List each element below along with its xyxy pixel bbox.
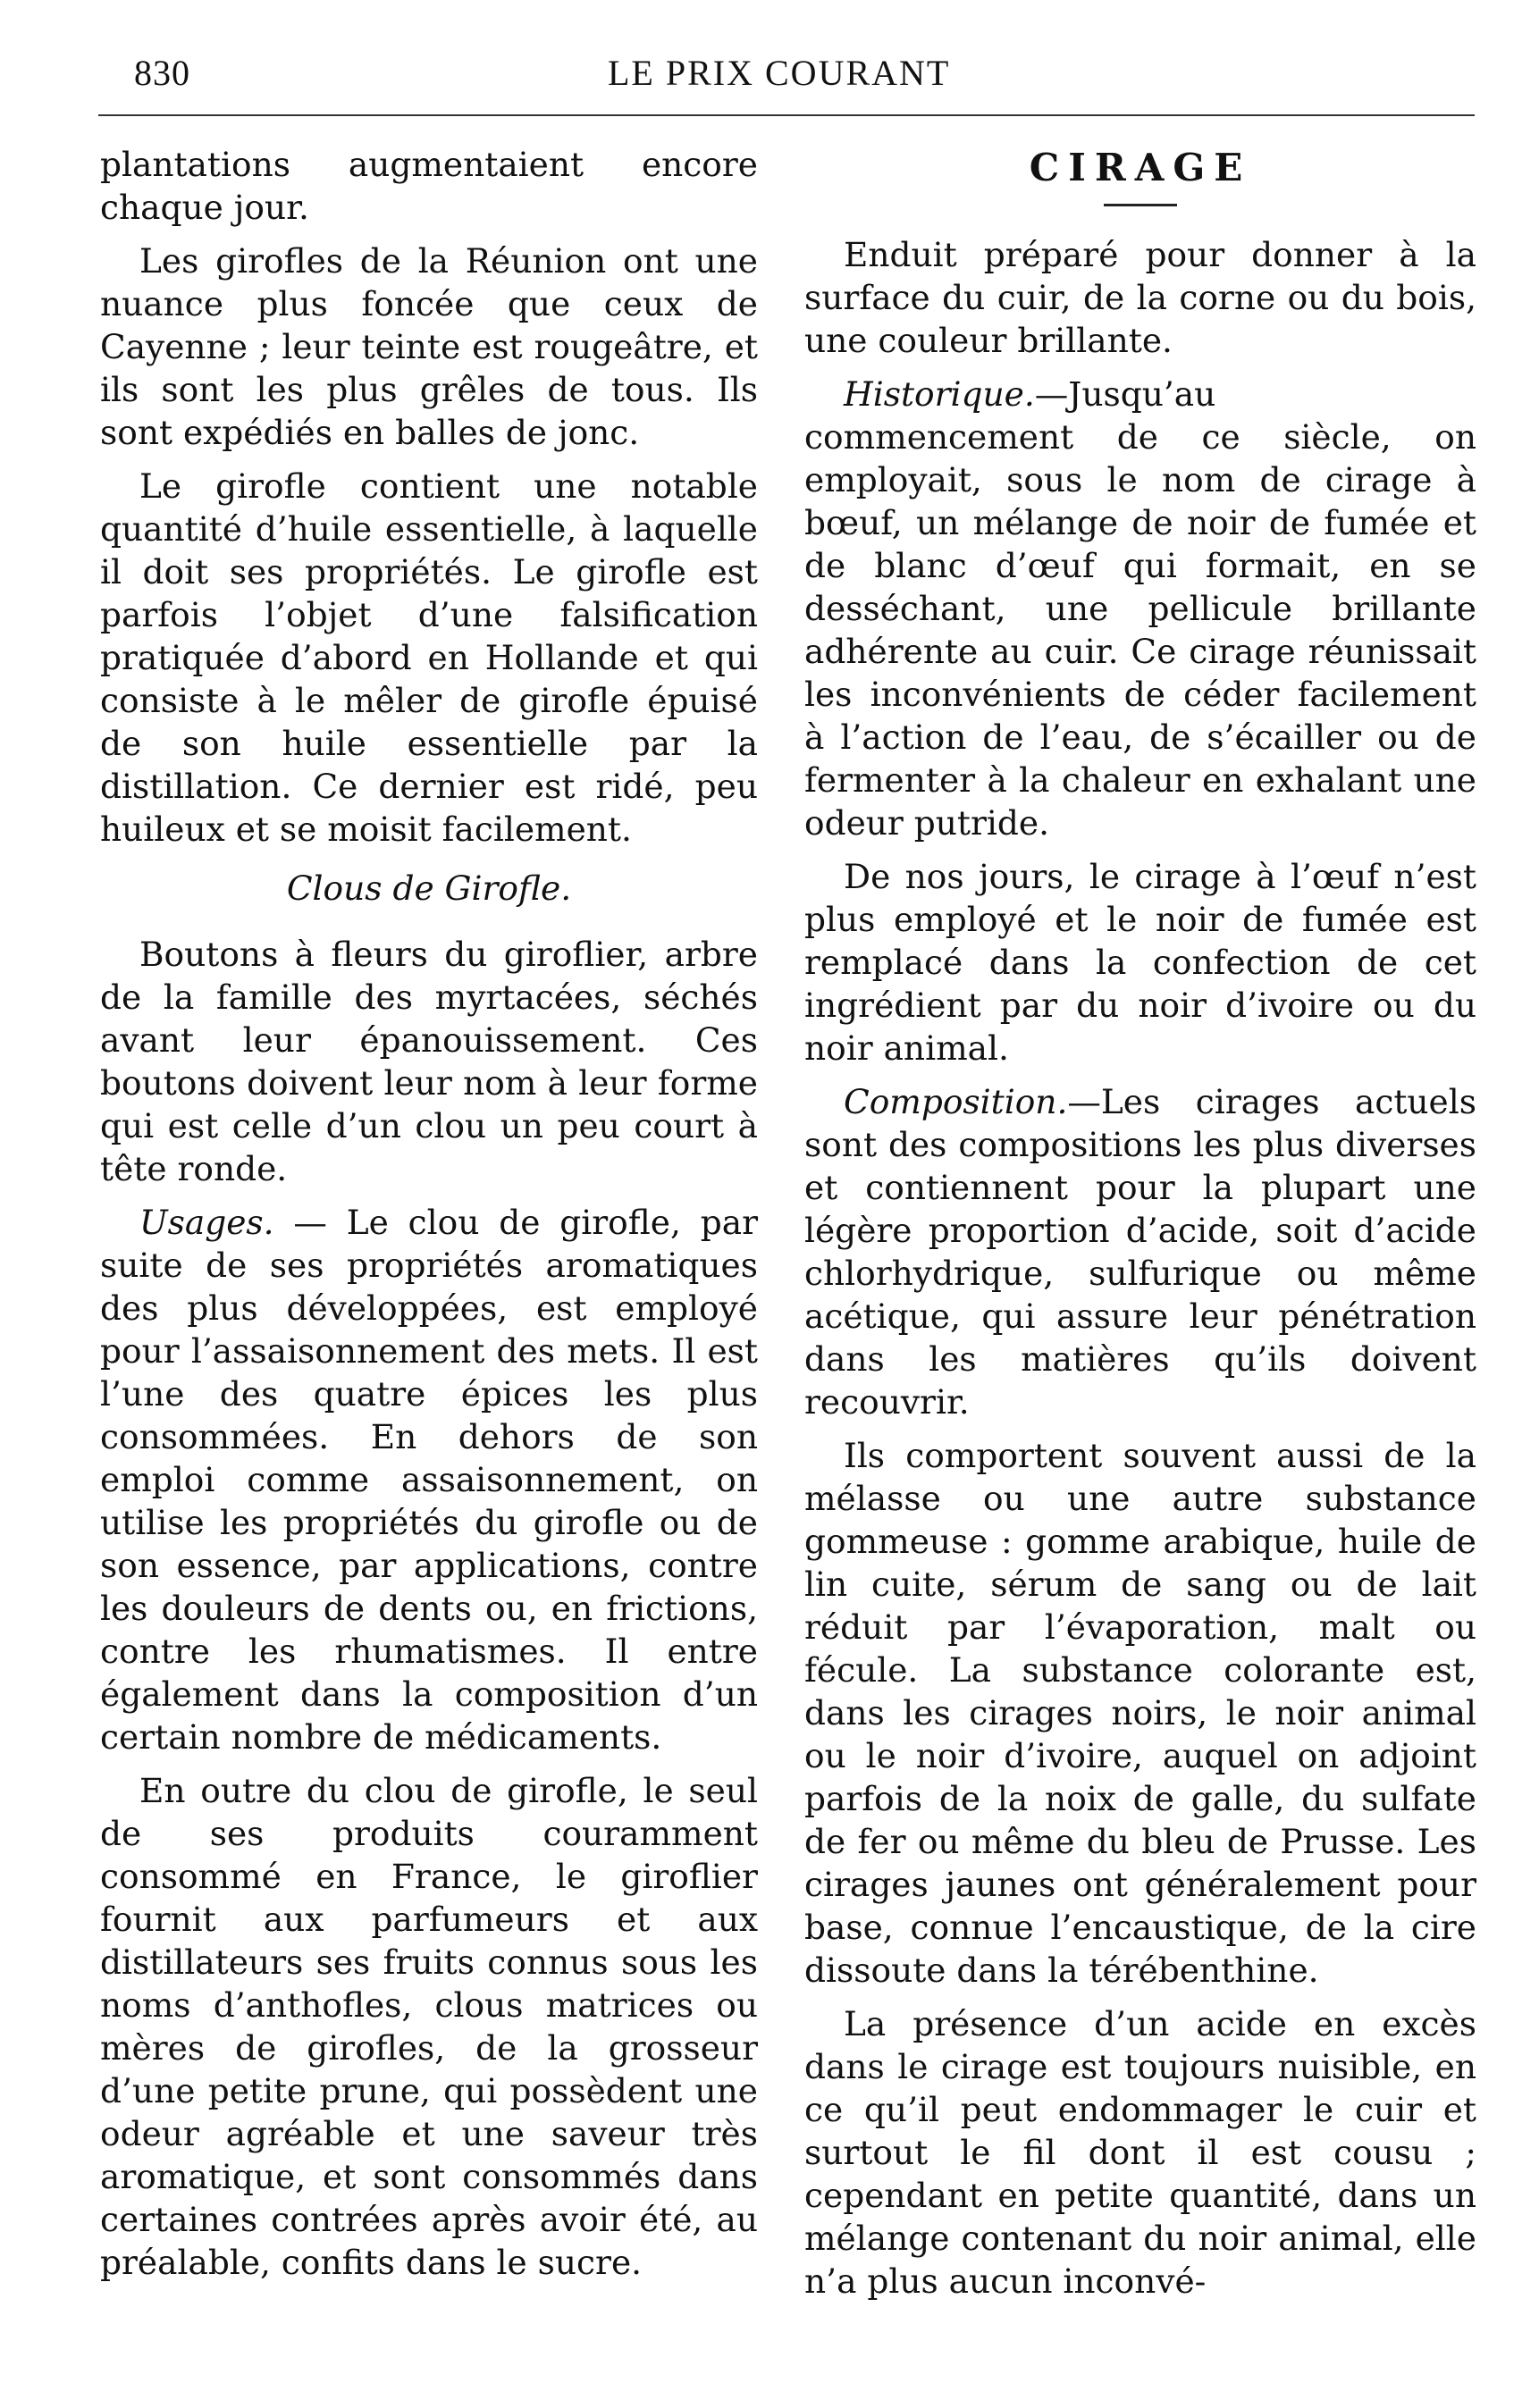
paragraph: De nos jours, le cirage à l’œuf n’est plus employé et le noir de fumée est remplacé dans la confection de cet ingrédient par du noir d’ivoire ou du noir animal.	[804, 857, 1476, 1068]
page-header	[98, 52, 1475, 105]
historique-text: —Jusqu’au commencement de ce siècle, on employait, sous le nom de cirage à bœuf, un mélange de noir de fumée et de blanc d’œuf qui formait, en se desséchant, une pellicule brillante adhérente au cuir. Ce cirage réunissait les inconvénients de céder facilement à l’action de l’eau, de s’écailler ou de fermenter à la chaleur en exhalant une odeur putride.	[804, 374, 1476, 843]
paragraph: Boutons à fleurs du giroflier, arbre de la famille des myrtacées, séchés avant leur épanouissement. Ces boutons doivent leur nom à leur forme qui est celle d’un clou un peu court à tête ronde.	[100, 935, 758, 1188]
composition-lead: Composition.	[844, 1082, 1068, 1121]
section-subheading: Clous de Girofle.	[286, 868, 572, 908]
paragraph: Le girofle contient une notable quantité d’huile essentielle, à laquelle il doit ses propriétés. Le girofle est parfois l’objet d’une falsification pratiquée d’abord en Hollande et qui consiste à le mêler de girofle épuisé de son huile essentielle par la distillation. Ce dernier est ridé, peu huileux et se moisit facilement.	[100, 466, 758, 849]
usages-paragraph	[100, 1201, 758, 1758]
composition-paragraph	[804, 1080, 1476, 1423]
title-rule	[1104, 204, 1177, 206]
usages-lead: Usages.	[139, 1203, 274, 1242]
paragraph: En outre du clou de girofle, le seul de ses produits couramment consommé en France, le giroflier fournit aux parfumeurs et aux distillateurs ses fruits connus sous les noms d’anthofles, clous matrices ou mères de girofles, de la grosseur d’une petite prune, qui possèdent une odeur agréable et une saveur très aromatique, et sont consommés dans certaines contrées après avoir été, au préalable, confits dans le sucre.	[100, 1771, 758, 2282]
paragraph: Ils comportent souvent aussi de la mélasse ou une autre substance gommeuse : gomme arabique, huile de lin cuite, sérum de sang ou de lait réduit par l’évaporation, malt ou fécule. La substance colorante est, dans les cirages noirs, le noir animal ou le noir d’ivoire, auquel on adjoint parfois de la noix de galle, du sulfate de fer ou même du bleu de Prusse. Les cirages jaunes ont généralement pour base, connue l’encaustique, de la cire dissoute dans la térébenthine.	[804, 1436, 1476, 1990]
running-title: LE PRIX COURANT	[608, 53, 951, 93]
historique-paragraph	[804, 373, 1476, 844]
historique-lead: Historique.	[844, 374, 1035, 414]
left-column	[100, 143, 758, 2295]
right-column	[804, 143, 1476, 2313]
paragraph: La présence d’un acide en excès dans le cirage est toujours nuisible, en ce qu’il peut endommager le cuir et surtout le fil dont il est cousu ; cependant en petite quantité, dans un mélange contenant du noir animal, elle n’a plus aucun inconvé-	[804, 2004, 1476, 2301]
composition-text: —Les cirages actuels sont des compositions les plus diverses et contiennent pour la plupart une légère proportion d’acide, soit d’acide chlorhydrique, sulfurique ou même acétique, qui assure leur pénétration dans les matières qu’ils doivent recouvrir.	[804, 1082, 1476, 1422]
page-number: 830	[134, 53, 190, 93]
paragraph: plantations augmentaient encore chaque jour.	[100, 145, 758, 227]
header-rule	[98, 114, 1475, 116]
article-title: CIRAGE	[1029, 146, 1252, 189]
paragraph: Les girofles de la Réunion ont une nuance plus foncée que ceux de Cayenne ; leur teinte est rougeâtre, et ils sont les plus grêles de tous. Ils sont expédiés en balles de jonc.	[100, 241, 758, 452]
definition-paragraph: Enduit préparé pour donner à la surface du cuir, de la corne ou du bois, une couleur brillante.	[804, 235, 1476, 360]
usages-text: — Le clou de girofle, par suite de ses propriétés aromatiques des plus développées, est employé pour l’assaisonnement des mets. Il est l’une des quatre épices les plus consommées. En dehors de son emploi comme assaisonnement, on utilise les propriétés du girofle ou de son essence, par applications, contre les douleurs de dents ou, en frictions, contre les rhumatismes. Il entre également dans la composition d’un certain nombre de médicaments.	[100, 1203, 758, 1757]
